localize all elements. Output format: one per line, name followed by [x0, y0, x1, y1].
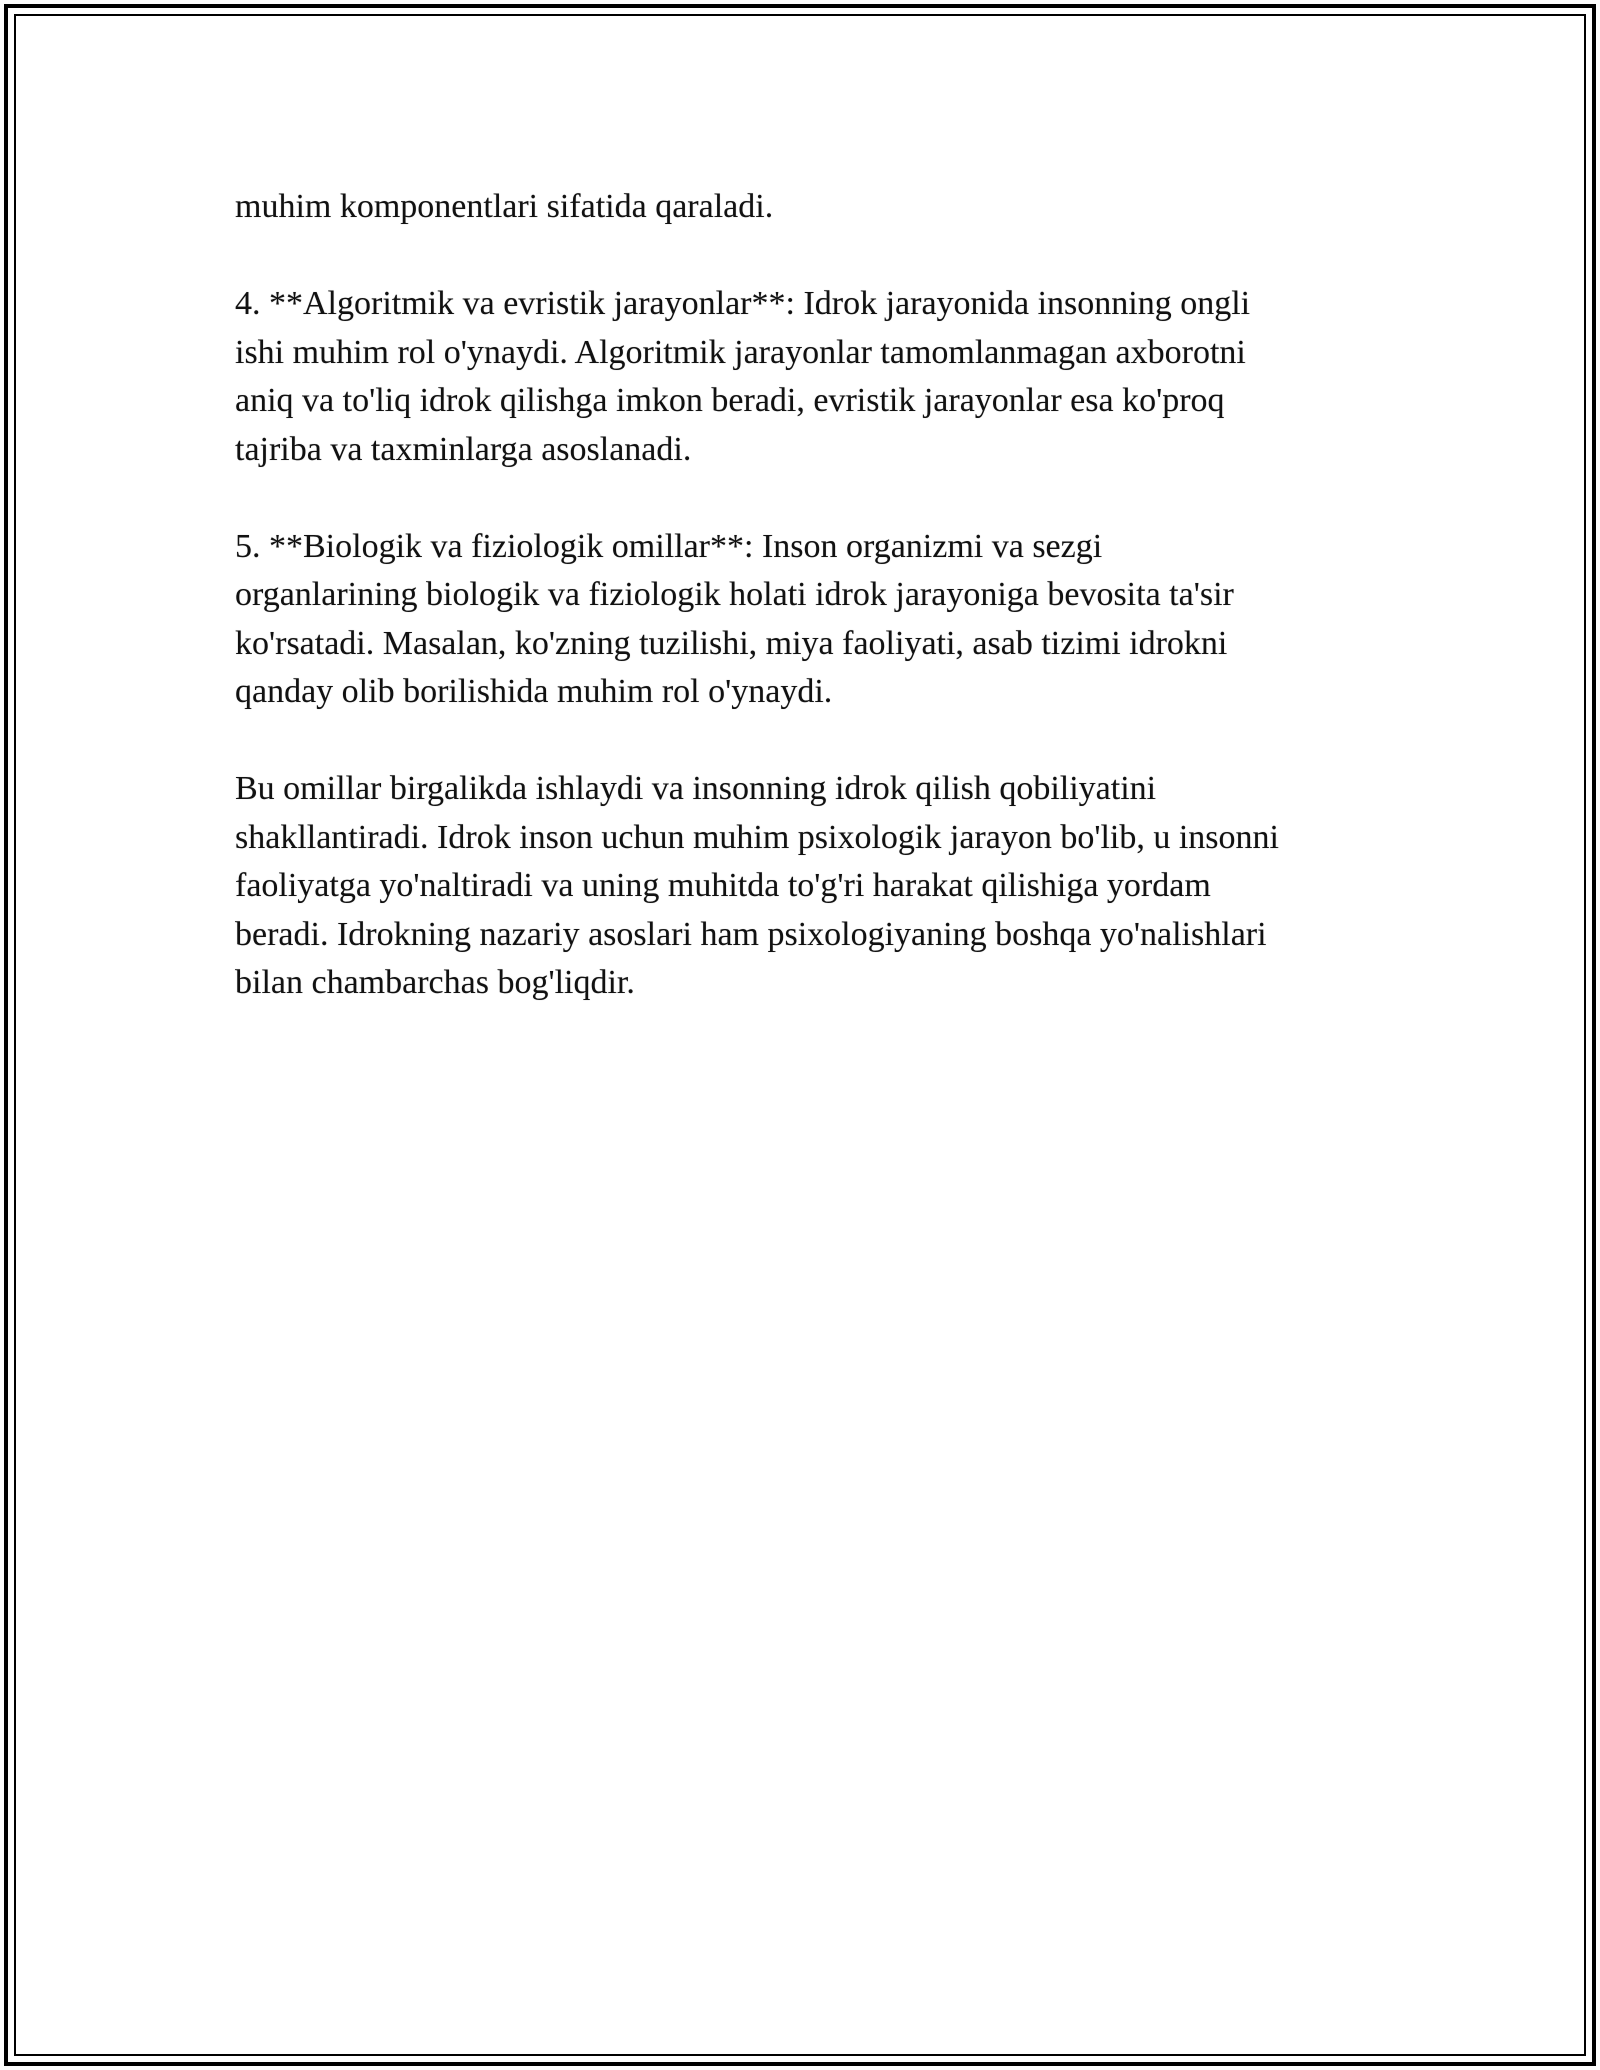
text-line: tajriba va taxminlarga asoslanadi.: [235, 430, 692, 468]
paragraph-algorithmic-processes: [235, 280, 1375, 474]
text-line: muhim komponentlari sifatida qaraladi.: [235, 188, 774, 225]
paragraph-conclusion: [235, 765, 1375, 1008]
text-line: 4. **Algoritmik va evristik jarayonlar**: Idrok jarayonida insonning ongli: [235, 285, 1251, 322]
paragraph-continuation: [235, 183, 1375, 232]
text-line: aniq va to'liq idrok qilishga imkon beradi, evristik jarayonlar esa ko'proq: [235, 382, 1225, 419]
text-line: Bu omillar birgalikda ishlaydi va insonning idrok qilish qobiliyatini: [235, 770, 1157, 807]
text-line: organlarining biologik va fiziologik holati idrok jarayoniga bevosita ta'sir: [235, 576, 1234, 613]
text-line: qanday olib borilishida muhim rol o'ynaydi.: [235, 673, 833, 710]
text-line: beradi. Idrokning nazariy asoslari ham psixologiyaning boshqa yo'nalishlari: [235, 915, 1267, 953]
paragraph-biological-factors: [235, 523, 1375, 717]
text-line: bilan chambarchas bog'liqdir.: [235, 964, 635, 1001]
text-line: shakllantiradi. Idrok inson uchun muhim psixologik jarayon bo'lib, u insonni: [235, 818, 1279, 856]
text-line: ko'rsatadi. Masalan, ko'zning tuzilishi, miya faoliyati, asab tizimi idrokni: [235, 624, 1228, 662]
text-line: 5. **Biologik va fiziologik omillar**: Inson organizmi va sezgi: [235, 527, 1103, 565]
document-body: [235, 183, 1375, 1056]
text-line: ishi muhim rol o'ynaydi. Algoritmik jarayonlar tamomlanmagan axborotni: [235, 333, 1246, 371]
text-line: faoliyatga yo'naltiradi va uning muhitda to'g'ri harakat qilishiga yordam: [235, 867, 1211, 904]
